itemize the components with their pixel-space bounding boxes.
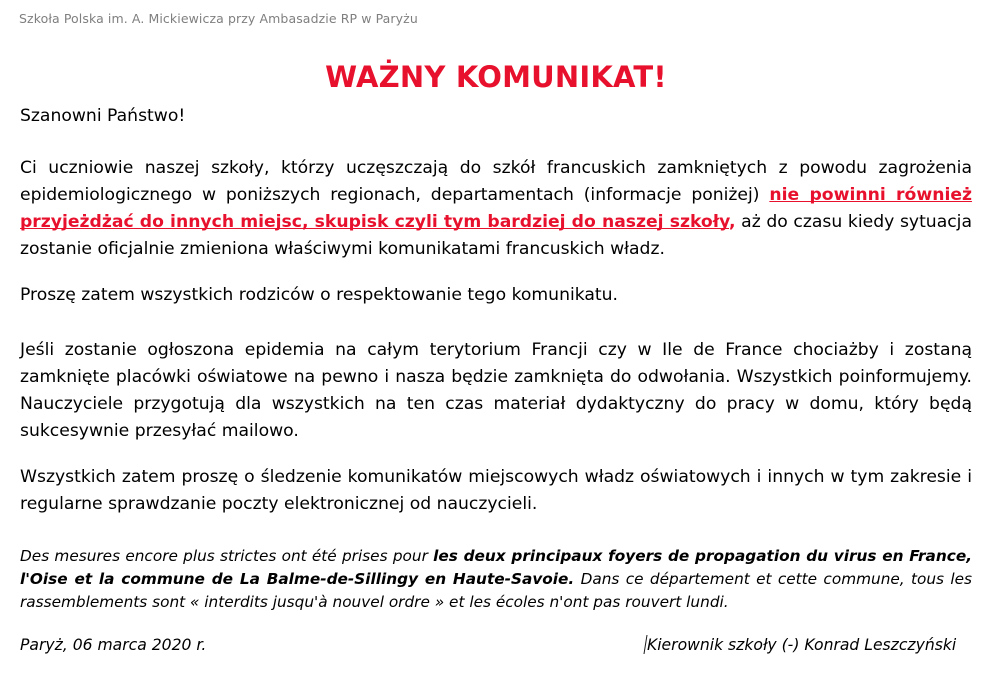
french-paragraph [20, 545, 972, 614]
footer-place-date: Paryż, 06 marca 2020 r. [20, 636, 207, 654]
main-paragraph-part1: Ci uczniowie naszej szkoły, którzy uczęszczają do szkół francuskich zamkniętych z powodu zagrożenia epidemiologicznego w poniższych regionach, departamentach (informacje poniżej) [20, 158, 972, 205]
footer-row [20, 634, 972, 658]
epidemic-paragraph-block [20, 337, 972, 445]
french-paragraph-part2: Dans ce département et cette commune, tous les rassemblements sont « interdits jusqu'à nouvel ordre » et les écoles n'ont pas rouvert lundi. [20, 570, 972, 611]
footer-signature-text: Kierownik szkoły (-) Konrad Leszczyński [647, 636, 957, 654]
main-paragraph-highlight: nie powinni również przyjeżdżać do innych miejsc, skupisk czyli tym bardziej do naszej szkoły [20, 185, 973, 232]
document-header: Szkoła Polska im. A. Mickiewicza przy Ambasadzie RP w Paryżu [19, 11, 418, 26]
request-paragraph-block [20, 282, 972, 309]
salutation-text: Szanowni Państwo! [20, 106, 186, 126]
main-paragraph-block [20, 155, 972, 263]
main-paragraph-highlight-tail: , [729, 212, 736, 232]
follow-paragraph-block [20, 464, 972, 518]
request-paragraph: Proszę zatem wszystkich rodziców o respektowanie tego komunikatu. [20, 285, 619, 305]
french-paragraph-bold: les deux principaux foyers de propagation du virus en France, l'Oise et la commune de La Balme-de-Sillingy en Haute-Savoie. [20, 547, 973, 588]
salutation-block [20, 103, 972, 130]
french-paragraph-part1: Des mesures encore plus strictes ont été prises pour [20, 547, 434, 565]
main-paragraph-part2: aż do czasu kiedy sytuacja zostanie oficjalnie zmieniona właściwymi komunikatami francuskich władz. [20, 212, 972, 259]
document-footer [20, 634, 972, 658]
follow-paragraph: Wszystkich zatem proszę o śledzenie komunikatów miejscowych władz oświatowych i innych w tym zakresie i regularne sprawdzanie poczty elektronicznej od nauczycieli. [20, 467, 972, 514]
main-paragraph [20, 155, 972, 263]
epidemic-paragraph: Jeśli zostanie ogłoszona epidemia na całym terytorium Francji czy w Ile de France chociażby i zostaną zamknięte placówki oświatowe na pewno i nasza będzie zamknięta do odwołania. Wszystkich poinformujemy. Nauczyciele przygotują dla wszystkich na ten czas materiał dydaktyczny do pracy w domu, który będą sukcesywnie przesyłać mailowo. [20, 340, 972, 441]
page-title: WAŻNY KOMUNIKAT! [325, 60, 667, 94]
french-paragraph-block [20, 545, 972, 614]
footer-signature [645, 634, 956, 656]
